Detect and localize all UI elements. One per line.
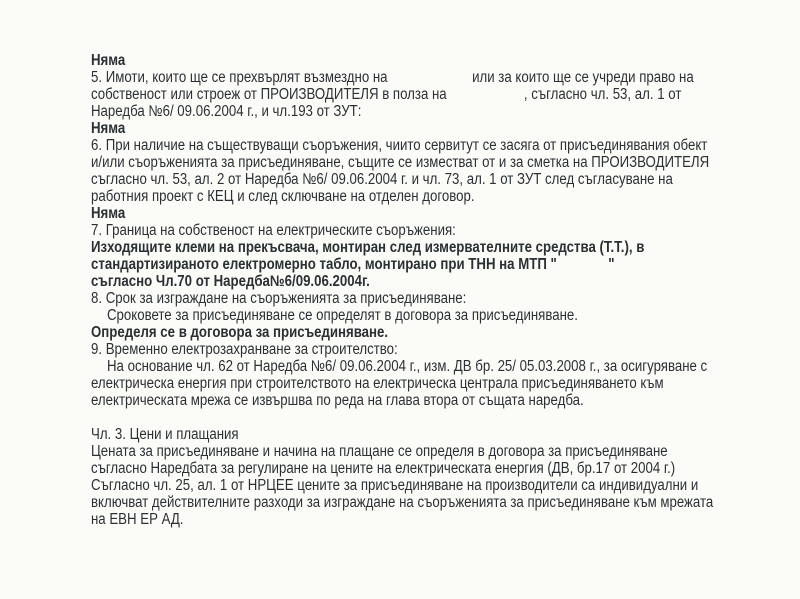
item-7-answer-line-2: стандартизираното електромерно табло, монтирано при ТНН на МТП " " <box>91 256 615 273</box>
item-7-answer-line-3: съгласно Чл.70 от Наредба№6/09.06.2004г. <box>91 273 370 290</box>
section-3-line-2: съгласно Наредбата за регулиране на цените на електрическата енергия (ДВ, бр.17 от 2004 г.) <box>91 460 676 477</box>
item-8-answer: Определя се в договора за присъединяване. <box>91 324 389 341</box>
answer-none: Няма <box>91 52 126 69</box>
section-3-line-1: Цената за присъединяване и начина на плащане се определя в договора за присъединяване <box>91 443 668 460</box>
item-5-line-2: собственост или строеж от ПРОИЗВОДИТЕЛЯ в полза на , съгласно чл. 53, ал. 1 от <box>91 86 682 103</box>
item-6-line-1: 6. При наличие на съществуващи съоръжения, чиито сервитут се засяга от присъединявания обект <box>91 137 708 154</box>
item-7-heading: 7. Граница на собственост на електрическите съоръжения: <box>91 222 456 239</box>
section-3-line-4: включват действителните разходи за изграждане на съоръженията за присъединяване към мрежата <box>91 494 714 511</box>
section-3-heading: Чл. 3. Цени и плащания <box>91 426 239 443</box>
section-3-line-5: на ЕВН ЕР АД. <box>91 511 184 528</box>
item-5-line-3: Наредба №6/ 09.06.2004 г., и чл.193 от ЗУТ: <box>91 103 362 120</box>
answer-none: Няма <box>91 120 126 137</box>
answer-none: Няма <box>91 205 126 222</box>
item-6-line-4: работния проект с КЕЦ и след сключване на отделен договор. <box>91 188 475 205</box>
item-6-line-2: и/или съоръженията за присъединяване, същите се изместват от и за сметка на ПРОИЗВОДИТЕЛЯ <box>91 154 710 171</box>
item-8-text: Сроковете за присъединяване се определят в договора за присъединяване. <box>107 307 578 324</box>
item-9-line-3: електрическата мрежа се извършва по реда на глава втора от същата наредба. <box>91 392 584 409</box>
section-3-line-3: Съгласно чл. 25, ал. 1 от НРЦЕЕ цените за присъединяване на производители са индивидуални и <box>91 477 699 494</box>
item-9-line-2: електрическа енергия при строителството на електрическа централа присъединяването към <box>91 375 664 392</box>
item-5-line-1: 5. Имоти, които ще се прехвърлят възмездно на или за които ще се учреди право на <box>91 69 694 86</box>
item-8-heading: 8. Срок за изграждане на съоръженията за присъединяване: <box>91 290 467 307</box>
item-9-line-1: На основание чл. 62 от Наредба №6/ 09.06.2004 г., изм. ДВ бр. 25/ 05.03.2008 г., за осигуряване с <box>107 358 708 375</box>
item-9-heading: 9. Временно електрозахранване за строителство: <box>91 341 398 358</box>
item-6-line-3: съгласно чл. 53, ал. 2 от Наредба №6/ 09.06.2004 г. и чл. 73, ал. 1 от ЗУТ след съгласуване на <box>91 171 673 188</box>
item-7-answer-line-1: Изходящите клеми на прекъсвача, монтиран след измервателните средства (Т.Т.), в <box>91 239 645 256</box>
